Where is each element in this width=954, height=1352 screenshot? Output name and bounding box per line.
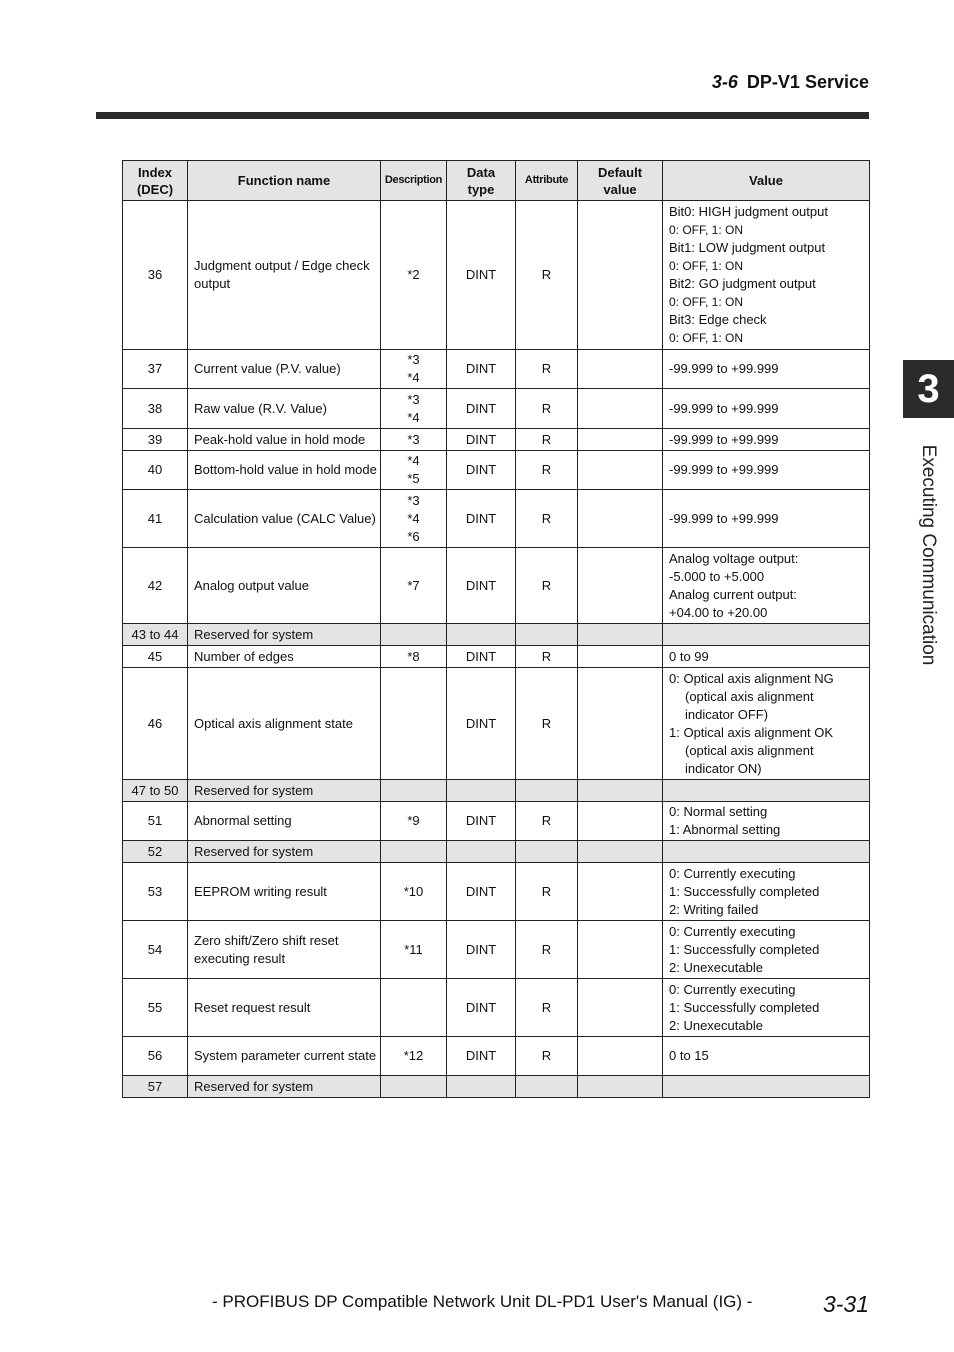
- value-line: Bit1: LOW judgment output: [669, 240, 826, 255]
- description-note: *4: [407, 453, 420, 468]
- value-line: 0: Currently executing: [669, 923, 796, 939]
- cell-default-value: [578, 201, 663, 350]
- cell-default-value: [578, 624, 663, 646]
- cell-attribute: R: [516, 389, 578, 429]
- value-line: -99.999 to +99.999: [669, 431, 779, 447]
- cell-default-value: [578, 668, 663, 780]
- cell-index: 47 to 50: [123, 780, 188, 802]
- cell-data-type: DINT: [447, 490, 516, 548]
- cell-attribute: R: [516, 668, 578, 780]
- cell-index: 52: [123, 841, 188, 863]
- cell-description: [381, 979, 447, 1037]
- cell-description: [381, 624, 447, 646]
- cell-default-value: [578, 490, 663, 548]
- cell-data-type: [447, 1076, 516, 1098]
- description-note: *3: [407, 431, 420, 447]
- cell-function-name: Calculation value (CALC Value): [188, 490, 381, 548]
- table-row: [123, 802, 870, 841]
- section-heading: [712, 72, 869, 93]
- value-line: 1: Abnormal setting: [669, 822, 781, 837]
- cell-data-type: [447, 624, 516, 646]
- cell-data-type: DINT: [447, 979, 516, 1037]
- description-note: *6: [407, 528, 420, 544]
- table-row: [123, 389, 870, 429]
- value-line: 2: Unexecutable: [669, 1017, 763, 1033]
- value-line: -99.999 to +99.999: [669, 462, 779, 477]
- cell-attribute: R: [516, 921, 578, 979]
- value-line: 2: Unexecutable: [669, 959, 763, 975]
- col-header-value: Value: [663, 161, 870, 201]
- table-row: [123, 451, 870, 490]
- col-header-attribute: Attribute: [516, 161, 578, 201]
- cell-function-name: Optical axis alignment state: [188, 668, 381, 780]
- cell-function-name: Zero shift/Zero shift reset executing result: [188, 921, 381, 979]
- header-rule: [96, 112, 869, 119]
- cell-description: [381, 201, 447, 350]
- description-note: *8: [407, 648, 420, 664]
- table-row: [123, 350, 870, 389]
- cell-value: [663, 1037, 870, 1076]
- cell-index: 53: [123, 863, 188, 921]
- cell-data-type: [447, 780, 516, 802]
- cell-data-type: [447, 841, 516, 863]
- table-row: [123, 863, 870, 921]
- cell-function-name: Judgment output / Edge check output: [188, 201, 381, 350]
- value-line: 0: Currently executing: [669, 865, 796, 881]
- cell-description: [381, 451, 447, 490]
- value-line: 0: OFF, 1: ON: [669, 331, 744, 345]
- cell-description: [381, 802, 447, 841]
- value-line: 1: Successfully completed: [669, 941, 820, 957]
- cell-data-type: DINT: [447, 548, 516, 624]
- cell-attribute: R: [516, 451, 578, 490]
- chapter-tab: 3: [903, 360, 954, 418]
- cell-description: [381, 350, 447, 389]
- description-note: *4: [407, 370, 420, 385]
- description-note: *11: [404, 941, 423, 957]
- description-note: *3: [407, 492, 420, 508]
- description-note: *3: [407, 352, 420, 367]
- cell-attribute: R: [516, 802, 578, 841]
- value-line: -99.999 to +99.999: [669, 400, 779, 416]
- cell-attribute: R: [516, 350, 578, 389]
- col-header-default: Default value: [578, 161, 663, 201]
- table-row: [123, 624, 870, 646]
- cell-data-type: DINT: [447, 802, 516, 841]
- value-line: -99.999 to +99.999: [669, 510, 779, 526]
- cell-attribute: R: [516, 429, 578, 451]
- col-header-index: Index (DEC): [123, 161, 188, 201]
- cell-default-value: [578, 780, 663, 802]
- cell-index: 46: [123, 668, 188, 780]
- cell-attribute: [516, 841, 578, 863]
- cell-index: 38: [123, 389, 188, 429]
- table-header-row: [123, 161, 870, 201]
- cell-default-value: [578, 1076, 663, 1098]
- cell-description: [381, 389, 447, 429]
- value-line: 0: OFF, 1: ON: [669, 295, 744, 309]
- cell-value: [663, 1076, 870, 1098]
- value-line: 0 to 15: [669, 1048, 709, 1063]
- cell-data-type: DINT: [447, 350, 516, 389]
- description-note: *9: [407, 813, 420, 828]
- cell-description: [381, 841, 447, 863]
- table-row: [123, 1037, 870, 1076]
- cell-index: 37: [123, 350, 188, 389]
- cell-value: [663, 802, 870, 841]
- cell-default-value: [578, 1037, 663, 1076]
- cell-function-name: Reserved for system: [188, 624, 381, 646]
- description-note: *12: [403, 1048, 424, 1063]
- value-line: indicator ON): [685, 760, 762, 776]
- value-line: 0: Normal setting: [669, 804, 768, 819]
- cell-function-name: Number of edges: [188, 646, 381, 668]
- table-row: [123, 548, 870, 624]
- cell-value: [663, 780, 870, 802]
- table-row: [123, 1076, 870, 1098]
- table-row: [123, 921, 870, 979]
- value-line: 0: Optical axis alignment NG: [669, 670, 834, 686]
- cell-index: 55: [123, 979, 188, 1037]
- cell-function-name: Current value (P.V. value): [188, 350, 381, 389]
- table-row: [123, 490, 870, 548]
- table-row: [123, 979, 870, 1037]
- cell-index: 42: [123, 548, 188, 624]
- cell-value: [663, 668, 870, 780]
- value-line: indicator OFF): [685, 706, 769, 722]
- cell-value: [663, 350, 870, 389]
- cell-default-value: [578, 451, 663, 490]
- cell-default-value: [578, 979, 663, 1037]
- value-line: 1: Optical axis alignment OK: [669, 724, 834, 740]
- cell-default-value: [578, 863, 663, 921]
- cell-index: 40: [123, 451, 188, 490]
- cell-data-type: DINT: [447, 1037, 516, 1076]
- description-note: *3: [407, 391, 420, 407]
- cell-default-value: [578, 350, 663, 389]
- cell-description: [381, 490, 447, 548]
- cell-value: [663, 921, 870, 979]
- table-row: [123, 201, 870, 350]
- cell-default-value: [578, 548, 663, 624]
- cell-data-type: DINT: [447, 668, 516, 780]
- cell-description: [381, 1076, 447, 1098]
- cell-description: [381, 921, 447, 979]
- col-header-data-type: Data type: [447, 161, 516, 201]
- cell-description: [381, 780, 447, 802]
- cell-default-value: [578, 646, 663, 668]
- cell-index: 56: [123, 1037, 188, 1076]
- table-row: [123, 668, 870, 780]
- value-line: 0: Currently executing: [669, 981, 796, 997]
- section-number: 3-6: [711, 72, 738, 92]
- cell-value: [663, 451, 870, 490]
- cell-data-type: DINT: [447, 921, 516, 979]
- section-title: DP-V1 Service: [746, 72, 869, 92]
- value-line: 0 to 99: [669, 648, 709, 664]
- cell-function-name: Raw value (R.V. Value): [188, 389, 381, 429]
- cell-function-name: Reserved for system: [188, 841, 381, 863]
- chapter-side-title: Executing Communication: [918, 444, 939, 666]
- cell-index: 51: [123, 802, 188, 841]
- cell-index: 39: [123, 429, 188, 451]
- manual-title: - PROFIBUS DP Compatible Network Unit DL-PD1 User's Manual (IG) -: [212, 1292, 753, 1311]
- value-line: -5.000 to +5.000: [669, 568, 765, 584]
- cell-default-value: [578, 389, 663, 429]
- value-line: 1: Successfully completed: [669, 883, 820, 899]
- cell-value: [663, 979, 870, 1037]
- cell-attribute: R: [516, 646, 578, 668]
- table-body: [123, 201, 870, 1098]
- cell-value: [663, 841, 870, 863]
- description-note: *2: [407, 267, 420, 282]
- cell-description: [381, 646, 447, 668]
- cell-index: 45: [123, 646, 188, 668]
- description-note: *7: [407, 577, 420, 593]
- cell-description: [381, 548, 447, 624]
- cell-value: [663, 624, 870, 646]
- cell-attribute: R: [516, 490, 578, 548]
- cell-data-type: DINT: [447, 863, 516, 921]
- parameter-table: [122, 160, 870, 1098]
- table-row: [123, 429, 870, 451]
- cell-attribute: R: [516, 979, 578, 1037]
- cell-data-type: DINT: [447, 201, 516, 350]
- cell-description: [381, 668, 447, 780]
- value-line: Analog voltage output:: [669, 550, 799, 566]
- cell-value: [663, 201, 870, 350]
- cell-default-value: [578, 921, 663, 979]
- cell-index: 41: [123, 490, 188, 548]
- cell-value: [663, 389, 870, 429]
- cell-value: [663, 490, 870, 548]
- cell-attribute: R: [516, 1037, 578, 1076]
- cell-description: [381, 1037, 447, 1076]
- value-line: 0: OFF, 1: ON: [669, 223, 744, 237]
- description-note: *5: [407, 471, 420, 486]
- value-line: 2: Writing failed: [669, 901, 759, 917]
- cell-value: [663, 646, 870, 668]
- col-header-description: Description: [381, 161, 447, 201]
- cell-index: 43 to 44: [123, 624, 188, 646]
- value-line: Bit2: GO judgment output: [669, 276, 816, 291]
- value-line: Bit0: HIGH judgment output: [669, 204, 828, 219]
- cell-index: 54: [123, 921, 188, 979]
- value-line: 1: Successfully completed: [669, 999, 820, 1015]
- cell-description: [381, 429, 447, 451]
- cell-attribute: R: [516, 548, 578, 624]
- cell-data-type: DINT: [447, 389, 516, 429]
- description-note: *4: [407, 510, 420, 526]
- cell-value: [663, 863, 870, 921]
- cell-function-name: EEPROM writing result: [188, 863, 381, 921]
- cell-default-value: [578, 802, 663, 841]
- cell-attribute: [516, 1076, 578, 1098]
- value-line: Analog current output:: [669, 586, 797, 602]
- page-number: 3-31: [822, 1291, 869, 1317]
- value-line: (optical axis alignment: [685, 742, 814, 758]
- cell-function-name: Bottom-hold value in hold mode: [188, 451, 381, 490]
- cell-default-value: [578, 429, 663, 451]
- cell-value: [663, 429, 870, 451]
- cell-function-name: Reserved for system: [188, 780, 381, 802]
- cell-function-name: Abnormal setting: [188, 802, 381, 841]
- value-line: +04.00 to +20.00: [669, 604, 768, 620]
- cell-data-type: DINT: [447, 451, 516, 490]
- value-line: 0: OFF, 1: ON: [669, 259, 744, 273]
- cell-data-type: DINT: [447, 646, 516, 668]
- cell-attribute: R: [516, 201, 578, 350]
- description-note: *10: [403, 883, 424, 899]
- cell-data-type: DINT: [447, 429, 516, 451]
- cell-attribute: [516, 624, 578, 646]
- cell-value: [663, 548, 870, 624]
- cell-function-name: Reserved for system: [188, 1076, 381, 1098]
- table-row: [123, 780, 870, 802]
- description-note: *4: [407, 409, 420, 425]
- value-line: Bit3: Edge check: [669, 312, 767, 327]
- value-line: -99.999 to +99.999: [669, 361, 779, 376]
- table-row: [123, 646, 870, 668]
- cell-attribute: R: [516, 863, 578, 921]
- cell-function-name: Analog output value: [188, 548, 381, 624]
- value-line: (optical axis alignment: [685, 688, 814, 704]
- cell-index: 57: [123, 1076, 188, 1098]
- cell-default-value: [578, 841, 663, 863]
- cell-function-name: System parameter current state: [188, 1037, 381, 1076]
- col-header-function: Function name: [188, 161, 381, 201]
- cell-attribute: [516, 780, 578, 802]
- cell-function-name: Peak-hold value in hold mode: [188, 429, 381, 451]
- cell-index: 36: [123, 201, 188, 350]
- table-row: [123, 841, 870, 863]
- cell-function-name: Reset request result: [188, 979, 381, 1037]
- cell-description: [381, 863, 447, 921]
